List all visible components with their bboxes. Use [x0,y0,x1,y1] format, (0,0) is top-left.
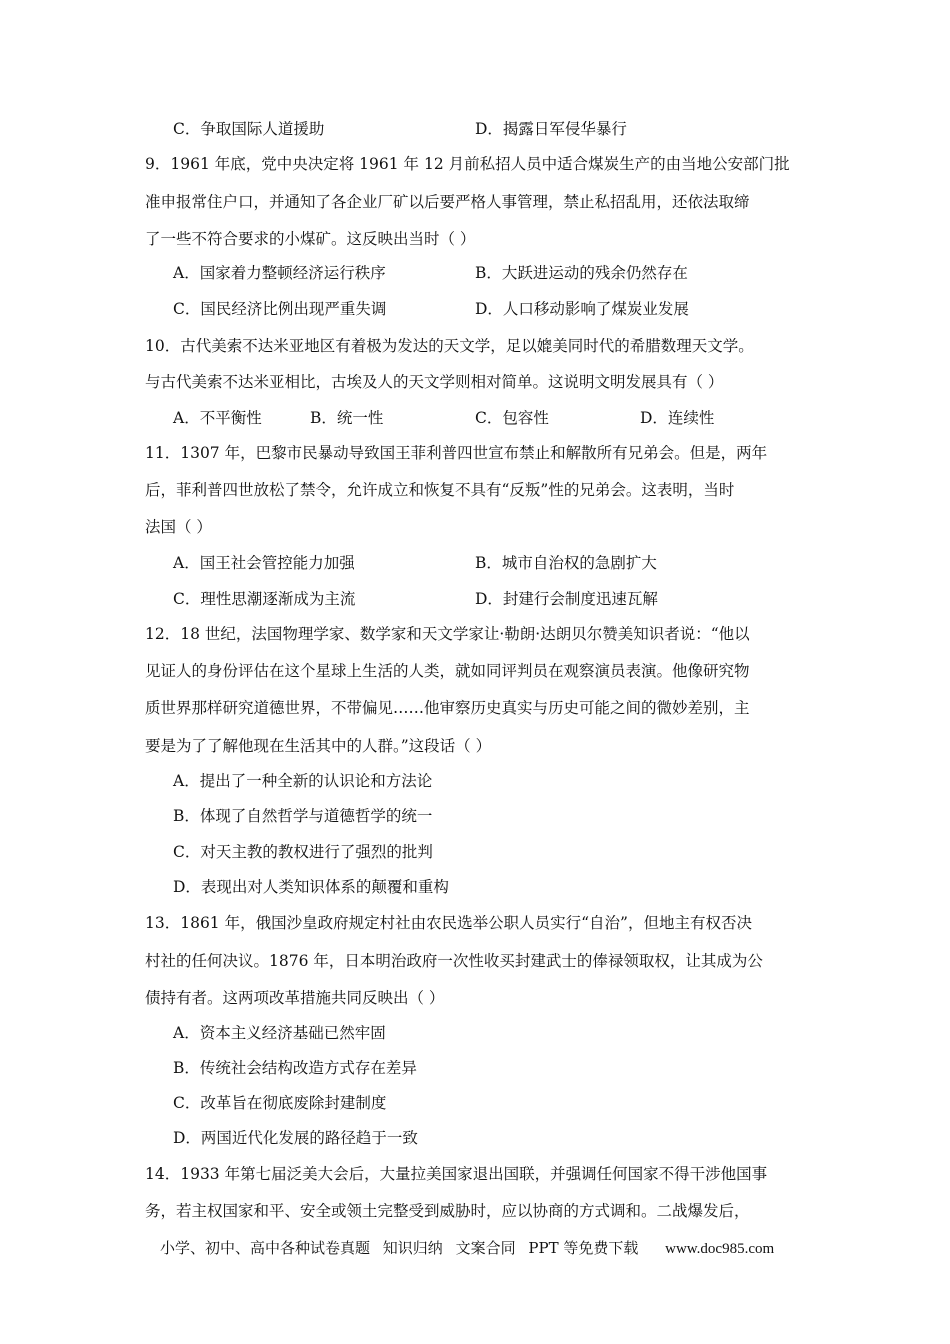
q13-option-b: B．传统社会结构改造方式存在差异 [173,1059,417,1077]
q11-option-c: C．理性思潮逐渐成为主流 [173,590,356,608]
q9-option-a: A．国家着力整顿经济运行秩序 [173,264,386,282]
q10-option-d: D．连续性 [640,409,715,427]
footer-summary: 知识归纳 [382,1239,443,1257]
q12-option-c: C．对天主教的教权进行了强烈的批判 [173,843,433,861]
q12-option-d: D．表现出对人类知识体系的颠覆和重构 [173,878,449,896]
q10-option-b: B．统一性 [310,409,384,427]
q9-option-c: C．国民经济比例出现严重失调 [173,300,387,318]
page-footer [160,1238,782,1259]
footer-levels: 小学、初中、高中各种试卷真题 [160,1239,371,1257]
q9-stem-line-3: 了一些不符合要求的小煤矿。这反映出当时（ ） [145,230,476,248]
q12-stem-line-2: 见证人的身份评估在这个星球上生活的人类，就如同评判员在观察演员表演。他像研究物 [145,662,750,680]
q10-stem-line-1: 10．古代美索不达米亚地区有着极为发达的天文学，足以媲美同时代的希腊数理天文学。 [145,337,754,355]
q12-option-b: B．体现了自然哲学与道德哲学的统一 [173,807,433,825]
q14-stem-line-1: 14．1933 年第七届泛美大会后，大量拉美国家退出国联，并强调任何国家不得干涉他国事 [145,1165,768,1183]
q11-option-b: B．城市自治权的急剧扩大 [475,554,657,572]
q12-stem-line-1: 12．18 世纪，法国物理学家、数学家和天文学家让·勒朗·达朗贝尔赞美知识者说：“他以 [145,625,750,643]
q12-stem-line-4: 要是为了了解他现在生活其中的人群。”这段话（ ） [145,737,492,755]
q9-option-b: B．大跃进运动的残余仍然存在 [475,264,688,282]
q11-option-d: D．封建行会制度迅速瓦解 [475,590,658,608]
q13-option-c: C．改革旨在彻底废除封建制度 [173,1094,387,1112]
footer-url-link[interactable]: www.doc985.com [665,1241,775,1257]
q9-option-d: D．人口移动影响了煤炭业发展 [475,300,689,318]
q13-stem-line-3: 债持有者。这两项改革措施共同反映出（ ） [145,989,445,1007]
q13-option-d: D．两国近代化发展的路径趋于一致 [173,1129,418,1147]
q11-stem-line-1: 11．1307 年，巴黎市民暴动导致国王菲利普四世宣布禁止和解散所有兄弟会。但是，两年 [145,444,768,462]
q11-stem-line-2: 后，菲利普四世放松了禁令，允许成立和恢复不具有“反叛”性的兄弟会。这表明，当时 [145,481,735,499]
footer-ppt: PPT 等免费下载 [528,1239,639,1257]
q13-option-a: A．资本主义经济基础已然牢固 [173,1024,386,1042]
q10-option-c: C．包容性 [475,409,549,427]
q8-option-c: C．争取国际人道援助 [173,120,325,138]
q13-stem-line-1: 13．1861 年，俄国沙皇政府规定村社由农民选举公职人员实行“自治”，但地主有权否决 [145,914,752,932]
q12-option-a: A．提出了一种全新的认识论和方法论 [173,772,433,790]
q8-option-d: D．揭露日军侵华暴行 [475,120,627,138]
q11-stem-line-3: 法国（ ） [145,518,212,536]
q14-stem-line-2: 务，若主权国家和平、安全或领土完整受到威胁时，应以协商的方式调和。二战爆发后， [145,1202,750,1220]
q10-stem-line-2: 与古代美索不达米亚相比，古埃及人的天文学则相对简单。这说明文明发展具有（ ） [145,373,724,391]
q13-stem-line-2: 村社的任何决议。1876 年，日本明治政府一次性收买封建武士的俸禄领取权，让其成为公 [145,952,763,970]
q12-stem-line-3: 质世界那样研究道德世界，不带偏见……他审察历史真实与历史可能之间的微妙差别，主 [145,699,750,717]
q10-option-a: A．不平衡性 [173,409,262,427]
q9-stem-line-1: 9．1961 年底，党中央决定将 1961 年 12 月前私招人员中适合煤炭生产的由当地公安部门批 [145,155,790,173]
footer-contracts: 文案合同 [455,1239,516,1257]
q9-stem-line-2: 准申报常住户口，并通知了各企业厂矿以后要严格人事管理，禁止私招乱用，还依法取缔 [145,193,750,211]
q11-option-a: A．国王社会管控能力加强 [173,554,355,572]
